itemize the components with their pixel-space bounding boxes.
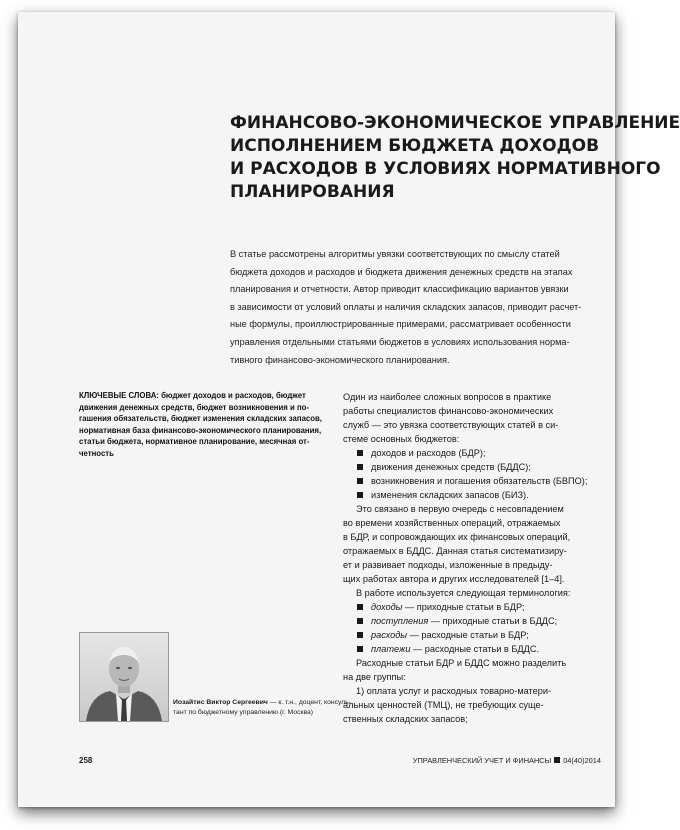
bullet-square-icon <box>357 464 363 470</box>
abstract <box>230 246 613 369</box>
abstract-line: управления отдельными статьями бюджетов в условиях использования норма- <box>230 336 570 347</box>
body-line: альных ценностей (ТМЦ), не требующих суще- <box>343 700 544 710</box>
author-line <box>173 698 352 708</box>
abstract-line: ные формулы, проиллюстрированные примерами, рассматривает особенности <box>230 319 571 330</box>
list-item-text: изменения складских запасов (БИЗ). <box>371 490 529 500</box>
body-line: 1) оплата услуг и расходных товарно-матери- <box>356 686 552 696</box>
abstract-line: планирования и отчетности. Автор приводит классификацию вариантов увязки <box>230 284 569 295</box>
list-item <box>343 446 615 460</box>
abstract-line: бюджета доходов и расходов и бюджета движения денежных средств на этапах <box>230 266 573 277</box>
article-page <box>18 12 680 807</box>
bullet-square-icon <box>357 478 363 484</box>
body-line: стеме основных бюджетов: <box>343 434 460 444</box>
body-line: Один из наиболее сложных вопросов в практике <box>343 392 552 402</box>
body-line: ет и развивает подходы, изложенные в предыду- <box>343 560 553 570</box>
term: поступления <box>371 616 429 626</box>
keywords-line: нормативная база финансово-экономического планирования, <box>79 425 322 435</box>
term-definition: — расходные статьи в БДР; <box>407 630 529 640</box>
author-info <box>173 698 352 718</box>
separator-square-icon <box>554 757 560 763</box>
list-item <box>343 614 615 628</box>
list-item-text: возникновения и погашения обязательств (БВПО); <box>371 476 588 486</box>
keywords-line: статьи бюджета, нормативное планирование, месячная от- <box>79 437 310 447</box>
body-line: в БДР, и сопровождающих их финансовых операций, <box>343 532 571 542</box>
keywords-block <box>79 390 329 460</box>
keywords-line: четность <box>79 448 114 458</box>
term-definition: — приходные статьи в БДР; <box>402 602 525 612</box>
term: доходы <box>371 602 403 612</box>
keywords-line: гашения обязательств, бюджет изменения складских запасов, <box>79 414 322 424</box>
body-line: В работе используется следующая терминология: <box>356 588 571 598</box>
list-item-text: движения денежных средств (БДДС); <box>371 462 531 472</box>
list-item <box>343 628 615 642</box>
list-item <box>343 460 615 474</box>
title-line: ПЛАНИРОВАНИЯ <box>230 182 395 202</box>
body-line: Расходные статьи БДР и БДДС можно разделить <box>356 658 567 668</box>
body-line: во времени хозяйственных операций, отражаемых <box>343 518 561 528</box>
journal-issue: 04(40)2014 <box>563 756 601 765</box>
keywords-line: движения денежных средств, бюджет возникновения и по- <box>79 402 310 412</box>
author-affiliation: тант по бюджетному управлению (г. Москва) <box>173 709 314 716</box>
bullet-square-icon <box>357 646 363 652</box>
list-item <box>343 474 615 488</box>
bullet-square-icon <box>357 604 363 610</box>
title-line: И РАСХОДОВ В УСЛОВИЯХ НОРМАТИВНОГО <box>230 159 661 179</box>
abstract-line: в зависимости от условий оплаты и наличия складских запасов, приводит расчет- <box>230 301 582 312</box>
keywords-line: КЛЮЧЕВЫЕ СЛОВА: бюджет доходов и расходов, бюджет <box>79 391 306 400</box>
author-credentials: — к. т.н., доцент, консуль- <box>267 699 352 706</box>
author-photo <box>79 632 169 722</box>
abstract-line: тивного финансово-экономического планирования. <box>230 354 450 365</box>
term: расходы <box>371 630 408 640</box>
journal-footer <box>413 756 601 765</box>
body-line: щих работах автора и других исследователей [1–4]. <box>343 574 565 584</box>
body-line: работы специалистов финансово-экономических <box>343 406 554 416</box>
bullet-square-icon <box>357 450 363 456</box>
author-name: Иозайтис Виктор Сергеевич <box>173 699 268 706</box>
body-line: Это связано в первую очередь с несовпадением <box>356 504 564 514</box>
term-definition: — расходные статьи в БДДС. <box>410 644 540 654</box>
title-line: ИСПОЛНЕНИЕМ БЮДЖЕТА ДОХОДОВ <box>230 136 600 156</box>
bullet-square-icon <box>357 632 363 638</box>
list-item <box>343 488 615 502</box>
body-line: на две группы: <box>343 672 406 682</box>
body-line: ственных складских запасов; <box>343 714 468 724</box>
article-body <box>343 390 615 726</box>
list-item-text: доходов и расходов (БДР); <box>371 448 486 458</box>
body-line: служб — это увязка соответствующих статей в си- <box>343 420 559 430</box>
article-title <box>230 112 680 204</box>
journal-name: УПРАВЛЕНЧЕСКИЙ УЧЕТ И ФИНАНСЫ <box>412 756 552 765</box>
body-line: отражаемых в БДДС. Данная статья систематизиру- <box>343 546 567 556</box>
abstract-line: В статье рассмотрены алгоритмы увязки соответствующих по смыслу статей <box>230 249 560 259</box>
term: платежи <box>371 644 411 654</box>
list-item <box>343 600 615 614</box>
author-portrait-image <box>80 633 168 721</box>
bullet-square-icon <box>357 492 363 498</box>
title-line: ФИНАНСОВО-ЭКОНОМИЧЕСКОЕ УПРАВЛЕНИЕ <box>230 113 680 133</box>
bullet-square-icon <box>357 618 363 624</box>
page-number: 258 <box>79 756 93 765</box>
term-definition: — приходные статьи в БДДС; <box>428 616 558 626</box>
list-item <box>343 642 615 656</box>
